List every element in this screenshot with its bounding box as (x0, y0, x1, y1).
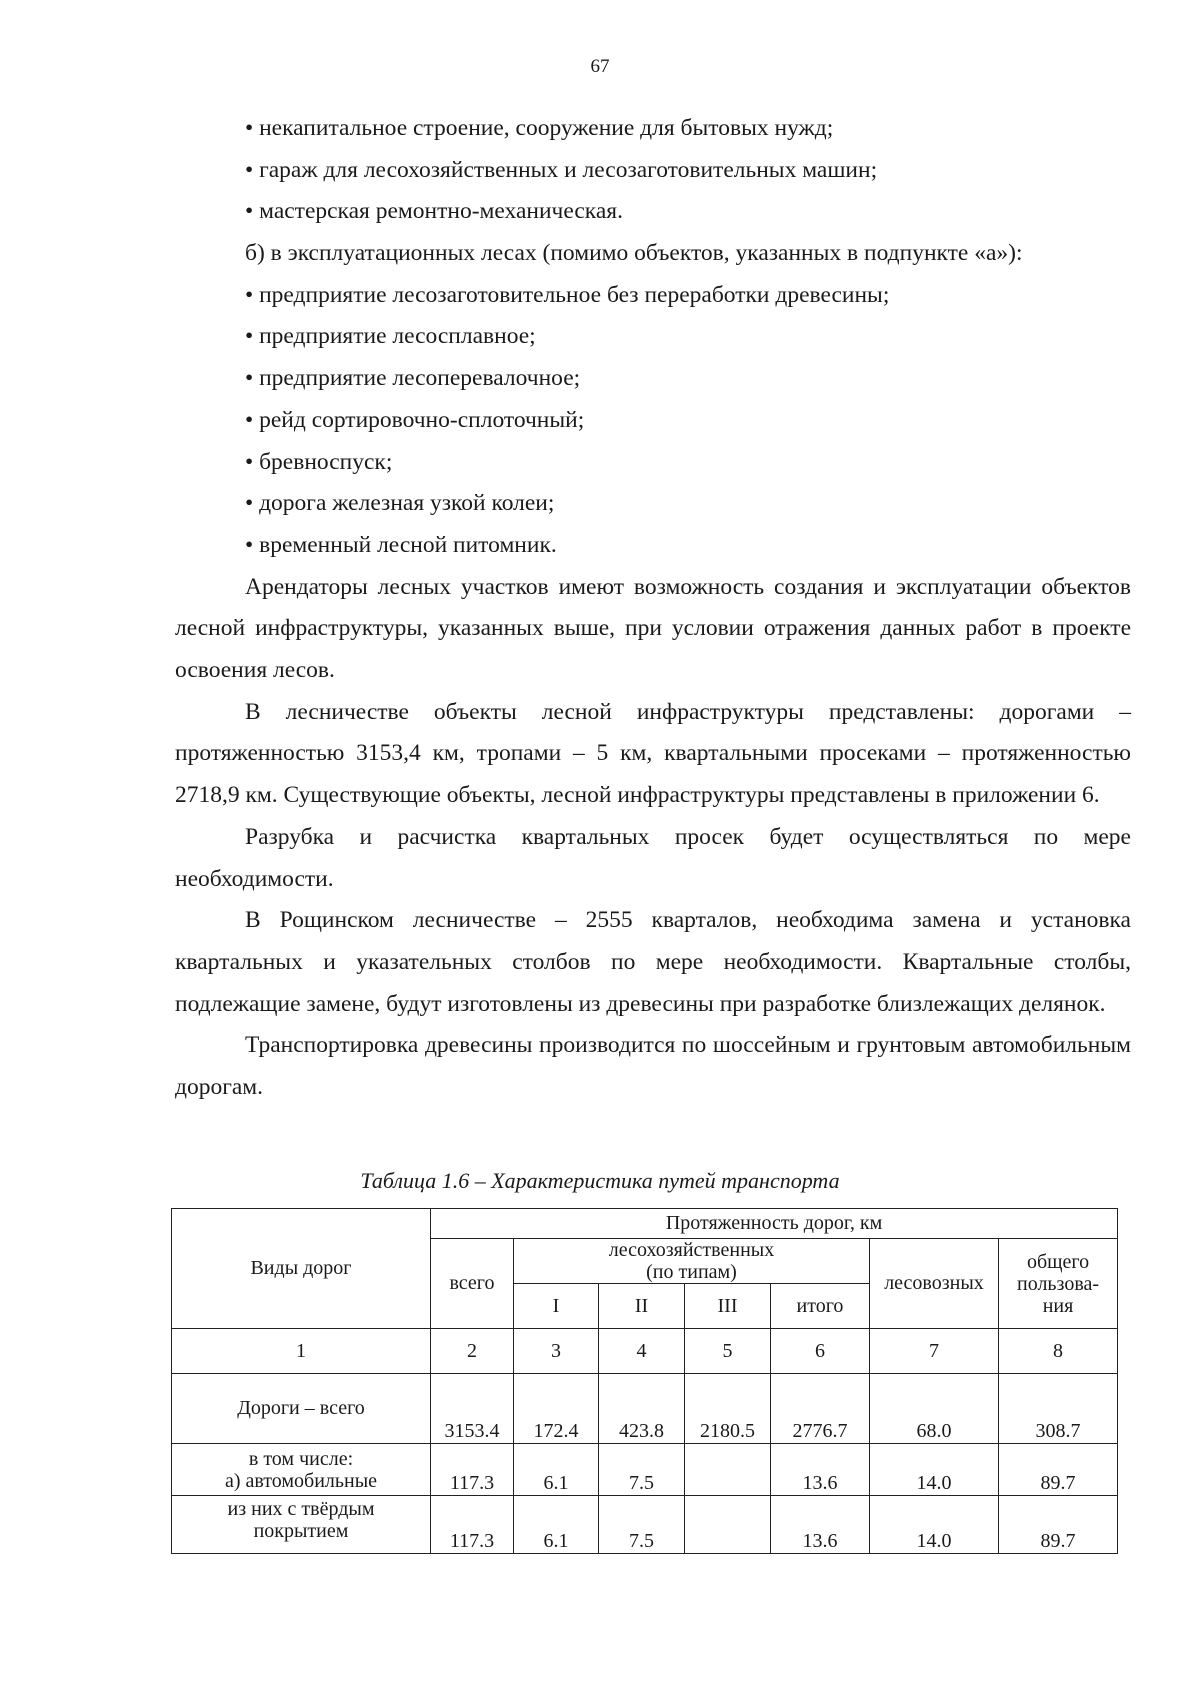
column-number: 5 (685, 1329, 771, 1374)
header-type-3: III (685, 1284, 771, 1329)
paragraph-clearing: Разрубка и расчистка квартальных просек будет осуществляться по мере необходимости. (175, 823, 1131, 892)
cell-logging: 14.0 (870, 1444, 999, 1496)
list-item: • гараж для лесохозяйственных и лесозаготовительных машин; (245, 156, 878, 183)
list-item: • предприятие лесосплавное; (245, 323, 536, 350)
column-number: 6 (771, 1329, 870, 1374)
header-public-line1: общего (1026, 1250, 1090, 1273)
paragraph-transport: Транспортировка древесины производится по шоссейным и грунтовым автомобильным дорогам. (175, 1032, 1131, 1101)
row-label-line2: покрытием (253, 1520, 349, 1542)
column-number: 3 (514, 1329, 599, 1374)
list-item: • бревноспуск; (245, 448, 393, 475)
header-forestry (514, 1239, 870, 1284)
list-item: • дорога железная узкой колеи; (245, 490, 555, 517)
list-item: • некапитальное строение, сооружение для бытовых нужд; (245, 115, 834, 141)
table-row (172, 1374, 1118, 1444)
cell-type-3: 2180.5 (685, 1374, 771, 1444)
paragraph-quarters: В Рощинском лесничестве – 2555 кварталов, необходима замена и установка квартальных и указательных столбов по мере необходимости. Квартальные столбы, подлежащие замене, будут изготовлены из древесины при разработке близлежащих делянок. (175, 907, 1131, 1017)
cell-type-2: 423.8 (599, 1374, 685, 1444)
header-length: Протяженность дорог, км (431, 1209, 1118, 1239)
table-row (172, 1444, 1118, 1496)
cell-type-2: 7.5 (599, 1444, 685, 1496)
column-number: 7 (870, 1329, 999, 1374)
header-public-line2: пользова- (1017, 1272, 1100, 1295)
cell-total: 117.3 (431, 1444, 514, 1496)
subheading-b: б) в эксплуатационных лесах (помимо объектов, указанных в подпункте «а»): (245, 240, 1023, 267)
row-label-line1: Дороги – всего (237, 1397, 365, 1419)
column-number: 8 (999, 1329, 1118, 1374)
header-public (999, 1239, 1118, 1329)
cell-logging: 14.0 (870, 1496, 999, 1554)
cell-subtotal: 2776.7 (771, 1374, 870, 1444)
cell-type-3 (685, 1444, 771, 1496)
cell-total: 3153.4 (431, 1374, 514, 1444)
body-text (175, 108, 1131, 1109)
list-item: • временный лесной питомник. (245, 531, 557, 558)
cell-public: 89.7 (999, 1496, 1118, 1554)
cell-type-1: 6.1 (514, 1496, 599, 1554)
cell-type-3 (685, 1496, 771, 1554)
column-numbers-row (172, 1329, 1118, 1374)
list-item: • мастерская ремонтно-механическая. (245, 198, 623, 225)
cell-logging: 68.0 (870, 1374, 999, 1444)
header-road-types: Виды дорог (172, 1209, 431, 1329)
cell-subtotal: 13.6 (771, 1444, 870, 1496)
cell-total: 117.3 (431, 1496, 514, 1554)
page-number: 67 (590, 56, 610, 77)
list-item: • предприятие лесоперевалочное; (245, 365, 581, 392)
list-item: • рейд сортировочно-сплоточный; (245, 406, 585, 433)
list-item: • предприятие лесозаготовительное без переработки древесины; (245, 281, 890, 308)
table-row (172, 1496, 1118, 1554)
column-number: 1 (172, 1329, 431, 1374)
cell-type-2: 7.5 (599, 1496, 685, 1554)
row-label-line1: из них с твёрдым (227, 1498, 375, 1520)
paragraph-infrastructure: В лесничестве объекты лесной инфраструктуры представлены: дорогами – протяженностью 3153,4 км, тропами – 5 км, квартальными просеками – протяженностью 2718,9 км. Существующие объекты, лесной инфраструктуры представлены в приложении 6. (175, 698, 1131, 809)
paragraph-tenants: Арендаторы лесных участков имеют возможность создания и эксплуатации объектов лесной инфраструктуры, указанных выше, при условии отражения данных работ в проекте освоения лесов. (175, 573, 1131, 683)
row-label-line2: а) автомобильные (224, 1469, 378, 1492)
row-label (172, 1444, 431, 1496)
row-label (172, 1374, 431, 1444)
cell-subtotal: 13.6 (771, 1496, 870, 1554)
column-number: 4 (599, 1329, 685, 1374)
header-type-2: II (599, 1284, 685, 1329)
column-number: 2 (431, 1329, 514, 1374)
row-label (172, 1496, 431, 1554)
header-forestry-line1: лесохозяйственных (608, 1239, 775, 1261)
header-type-1: I (514, 1284, 599, 1329)
header-public-line3: ния (1042, 1294, 1074, 1317)
cell-public: 89.7 (999, 1444, 1118, 1496)
header-subtotal: итого (771, 1284, 870, 1329)
cell-public: 308.7 (999, 1374, 1118, 1444)
header-total: всего (431, 1239, 514, 1329)
cell-type-1: 172.4 (514, 1374, 599, 1444)
table-caption: Таблица 1.6 – Характеристика путей транспорта (360, 1168, 840, 1193)
cell-type-1: 6.1 (514, 1444, 599, 1496)
row-label-line1: в том числе: (248, 1447, 354, 1470)
transport-table (171, 1208, 1118, 1554)
header-forestry-line2: (по типам) (646, 1261, 737, 1283)
header-logging: лесовозных (870, 1239, 999, 1329)
